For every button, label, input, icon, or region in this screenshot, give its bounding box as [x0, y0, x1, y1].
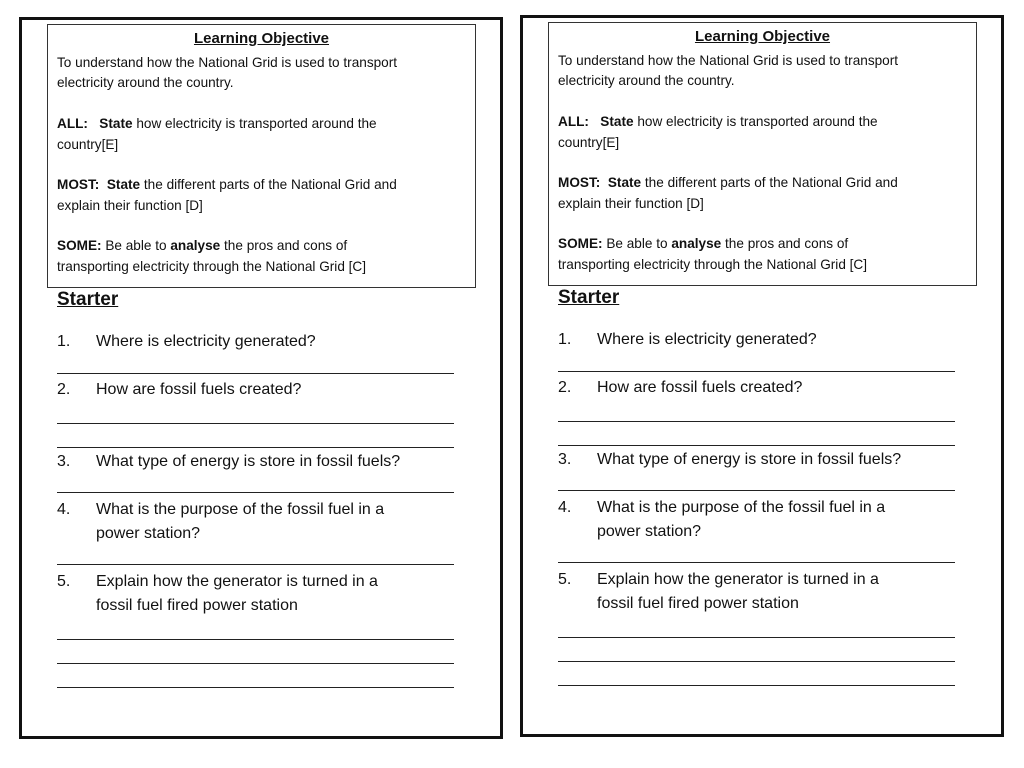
objective-intro-line: electricity around the country. [57, 75, 234, 90]
question-text: How are fossil fuels created? [96, 381, 302, 398]
objective-all-label: ALL: [57, 116, 88, 131]
question-number: 3. [558, 451, 572, 468]
question-number: 1. [57, 333, 71, 350]
question-text: What type of energy is store in fossil fuels? [597, 451, 902, 468]
question-text: fossil fuel fired power station [96, 597, 298, 614]
question-number: 1. [558, 331, 572, 348]
objective-some-text: the pros and cons of [224, 238, 348, 253]
objective-some-label: SOME: [57, 238, 102, 253]
question-number: 4. [57, 501, 71, 518]
objective-intro-line: To understand how the National Grid is used to transport [558, 53, 899, 68]
answer-line[interactable] [57, 492, 454, 493]
question-text: Explain how the generator is turned in a [96, 573, 378, 590]
objective-most-text: the different parts of the National Grid and [644, 175, 898, 190]
starter-heading: Starter [57, 289, 119, 310]
objective-most-line: explain their function [D] [57, 197, 203, 213]
question-number: 4. [558, 499, 572, 516]
objective-some-pre: Be able to [105, 238, 167, 253]
objective-all-text: how electricity is transported around the [637, 114, 878, 129]
learning-objective-title: Learning Objective [694, 28, 831, 45]
question-number: 3. [57, 453, 71, 470]
answer-line[interactable] [57, 423, 454, 424]
objective-most-line: explain their function [D] [558, 195, 704, 211]
answer-line[interactable] [558, 445, 955, 446]
answer-line[interactable] [558, 371, 955, 372]
answer-line[interactable] [57, 564, 454, 565]
objective-intro-line: To understand how the National Grid is used to transport [57, 55, 398, 70]
objective-intro-line: electricity around the country. [558, 73, 735, 88]
objective-some-verb: analyse [170, 238, 221, 253]
objective-some-line [558, 234, 848, 254]
objective-some-line [57, 236, 347, 256]
answer-line[interactable] [558, 562, 955, 563]
question-text: Where is electricity generated? [96, 333, 316, 350]
answer-line[interactable] [57, 687, 454, 688]
question-text: fossil fuel fired power station [597, 595, 799, 612]
objective-most-verb: State [607, 175, 642, 190]
objective-all-verb: State [600, 114, 634, 129]
objective-all-line: country[E] [558, 134, 620, 150]
worksheet-panel-left [19, 17, 503, 739]
worksheet-panel-right [520, 15, 1004, 737]
question-number: 2. [558, 379, 572, 396]
answer-line[interactable] [558, 661, 955, 662]
objective-most-verb: State [106, 177, 141, 192]
objective-some-verb: analyse [671, 236, 722, 251]
answer-line[interactable] [57, 447, 454, 448]
question-text: Explain how the generator is turned in a [597, 571, 879, 588]
question-text: power station? [597, 523, 702, 540]
learning-objective-title: Learning Objective [193, 30, 330, 47]
objective-all-line: country[E] [57, 136, 119, 152]
objective-most-line [57, 175, 397, 195]
question-text: What is the purpose of the fossil fuel in a [96, 501, 385, 518]
learning-objective-box [47, 24, 476, 288]
question-number: 5. [558, 571, 572, 588]
answer-line[interactable] [558, 421, 955, 422]
objective-most-label: MOST: [558, 175, 601, 190]
question-number: 5. [57, 573, 71, 590]
objective-all-line [558, 112, 878, 132]
learning-objective-box [548, 22, 977, 286]
objective-most-line [558, 173, 898, 193]
starter-heading: Starter [558, 287, 620, 308]
objective-some-line: transporting electricity through the National Grid [C] [558, 256, 868, 272]
objective-some-label: SOME: [558, 236, 603, 251]
objective-all-verb: State [99, 116, 133, 131]
answer-line[interactable] [57, 663, 454, 664]
answer-line[interactable] [57, 639, 454, 640]
objective-all-label: ALL: [558, 114, 589, 129]
question-text: Where is electricity generated? [597, 331, 817, 348]
answer-line[interactable] [57, 373, 454, 374]
answer-line[interactable] [558, 637, 955, 638]
objective-some-text: the pros and cons of [725, 236, 849, 251]
answer-line[interactable] [558, 685, 955, 686]
objective-most-label: MOST: [57, 177, 100, 192]
question-text: What type of energy is store in fossil fuels? [96, 453, 401, 470]
objective-some-line: transporting electricity through the National Grid [C] [57, 258, 367, 274]
question-text: How are fossil fuels created? [597, 379, 803, 396]
answer-line[interactable] [558, 490, 955, 491]
objective-some-pre: Be able to [606, 236, 668, 251]
objective-all-text: how electricity is transported around the [136, 116, 377, 131]
question-number: 2. [57, 381, 71, 398]
question-text: What is the purpose of the fossil fuel in a [597, 499, 886, 516]
objective-all-line [57, 114, 377, 134]
question-text: power station? [96, 525, 201, 542]
objective-most-text: the different parts of the National Grid and [143, 177, 397, 192]
